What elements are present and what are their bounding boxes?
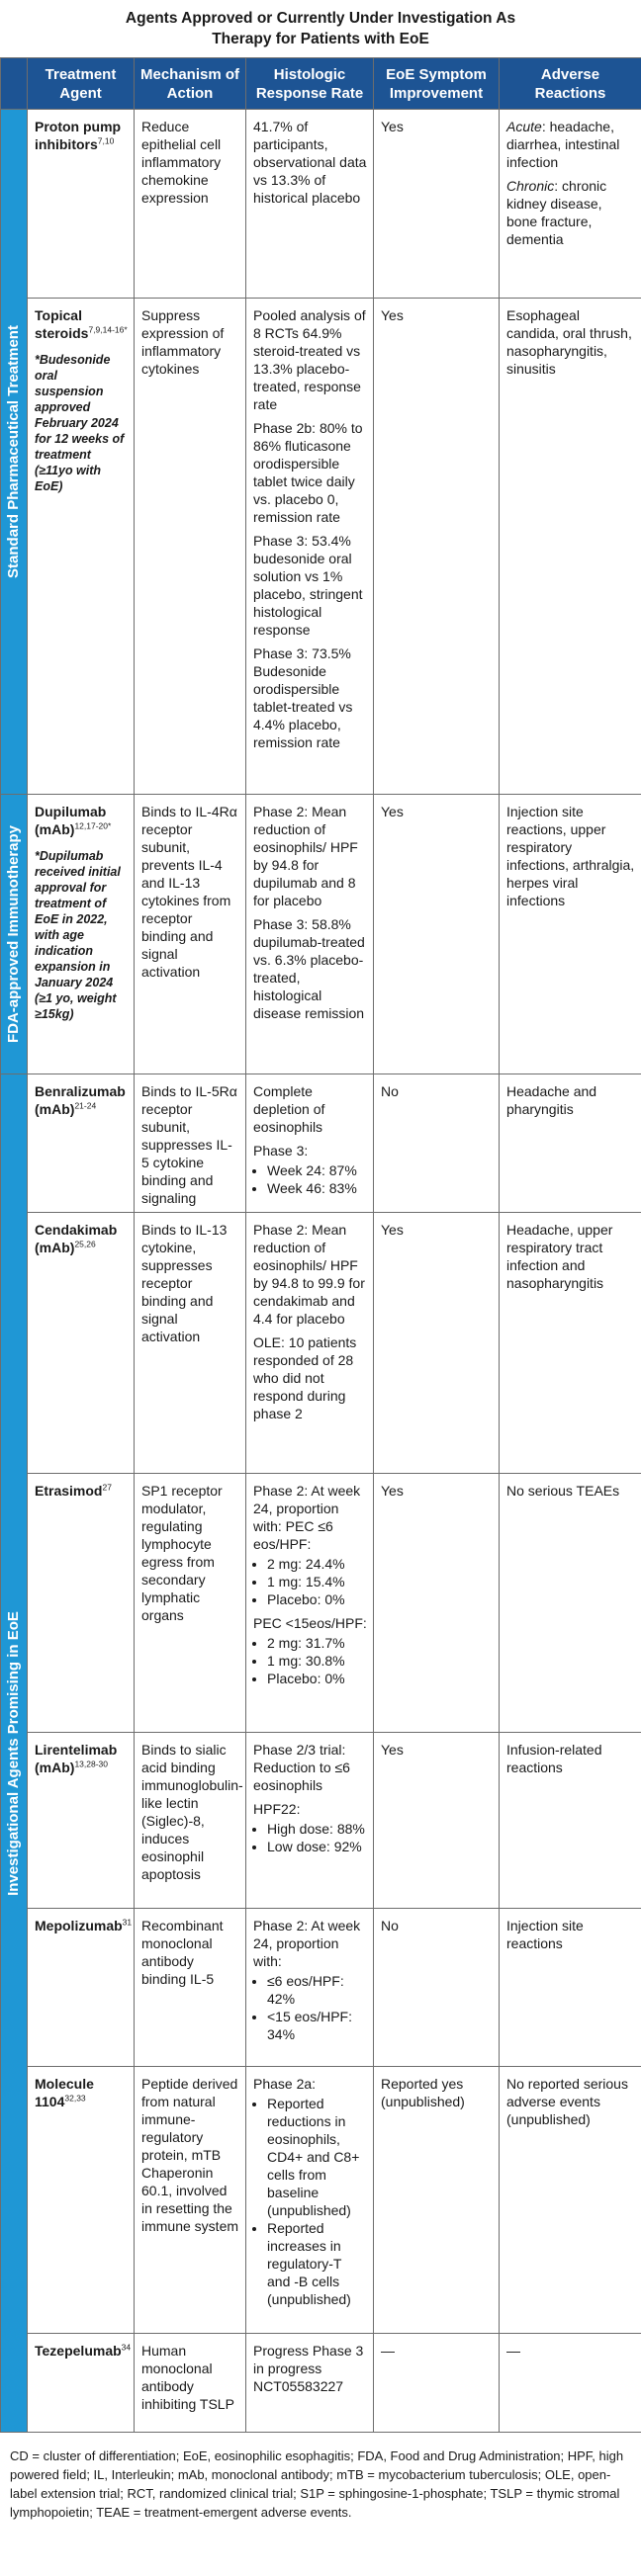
agent-name: Mepolizumab: [35, 1918, 123, 1933]
agent-refs: 12,17-20*: [74, 820, 112, 831]
agent-cell: [28, 1074, 135, 1213]
response-text: Complete depletion of eosinophils: [253, 1083, 325, 1135]
chronic-label: Chronic: [506, 178, 555, 194]
list-item: • Week 46: 83%: [267, 1179, 367, 1197]
symptom-cell: Yes: [374, 1213, 500, 1474]
symptom-cell: No: [374, 1074, 500, 1213]
mechanism-cell: Binds to IL-4Rα receptor subunit, prevents IL-4 and IL-13 cytokines from receptor binding and signal activation: [135, 795, 246, 1074]
symptom-cell: Yes: [374, 1474, 500, 1733]
adverse-cell: Infusion-related reactions: [500, 1733, 641, 1909]
agent-cell: [28, 110, 135, 299]
agent-cell: [28, 1909, 135, 2067]
symptom-cell: Yes: [374, 299, 500, 795]
adverse-cell: Headache, upper respiratory tract infection and nasopharyngitis: [500, 1213, 641, 1474]
mechanism-cell: Suppress expression of inflammatory cytokines: [135, 299, 246, 795]
chronic-text: : chronic kidney disease, bone fracture, dementia: [506, 178, 607, 247]
agent-cell: [28, 795, 135, 1074]
header-row: [1, 58, 641, 110]
list-item: • 1 mg: 30.8%: [267, 1652, 367, 1670]
adverse-cell: Injection site reactions: [500, 1909, 641, 2067]
response-cell: [246, 1213, 374, 1474]
response-cell: Progress Phase 3 in progress NCT05583227: [246, 2334, 374, 2433]
agent-cell: [28, 1213, 135, 1474]
table-row: [1, 1909, 641, 2067]
abbreviations-footnote: CD = cluster of differentiation; EoE, eosinophilic esophagitis; FDA, Food and Drug Administration; HPF, high powered field; IL, Interleukin; mAb, monoclonal antibody; mTB = mycobacterium tuberculosis; OLE, open-label extension trial; RCT, randomized clinical trial; S1P = sphingosine-1-phosphate; TSLP = thymic stromal lymphopoietin; TEAE = treatment-emergent adverse events.: [10, 2448, 624, 2520]
header-blank: [1, 58, 28, 110]
symptom-cell: Yes: [374, 110, 500, 299]
list-item: • 1 mg: 15.4%: [267, 1573, 367, 1590]
response-text: Phase 2: At week 24, proportion with:: [253, 1918, 361, 1969]
response-text: Phase 2/3 trial: Reduction to ≤6 eosinophils: [253, 1742, 350, 1793]
mechanism-cell: Human monoclonal antibody inhibiting TSLP: [135, 2334, 246, 2433]
table-row: [1, 1733, 641, 1909]
agent-name: Lirentelimab (mAb): [35, 1742, 118, 1775]
header-symptom: EoE Symptom Improvement: [374, 58, 500, 110]
group-standard: Standard Pharmaceutical Treatment: [1, 110, 28, 795]
response-cell: [246, 1909, 374, 2067]
adverse-cell: [500, 110, 641, 299]
response-text: Phase 3: 58.8% dupilumab-treated vs. 6.3% placebo-treated, histological disease remission: [253, 916, 365, 1021]
group-fda: FDA-approved Immunotherapy: [1, 795, 28, 1074]
list-item: • Placebo: 0%: [267, 1590, 367, 1608]
agent-cell: [28, 299, 135, 795]
agent-refs: 32,33: [64, 2093, 86, 2104]
response-list: [253, 1634, 367, 1687]
table-row: [1, 1474, 641, 1733]
agent-refs: 13,28-30: [74, 1759, 108, 1769]
mechanism-cell: Recombinant monoclonal antibody binding IL-5: [135, 1909, 246, 2067]
list-item: • High dose: 88%: [267, 1820, 367, 1838]
response-list: [253, 1972, 367, 2043]
response-cell: [246, 1733, 374, 1909]
agent-cell: [28, 1474, 135, 1733]
list-item: • Reported increases in regulatory-T and -B cells (unpublished): [267, 2219, 367, 2308]
list-item: • Reported reductions in eosinophils, CD4+ and C8+ cells from baseline (unpublished): [267, 2095, 367, 2219]
table-row: [1, 1213, 641, 1474]
response-text: Phase 2: Mean reduction of eosinophils/ HPF by 94.8 for dupilumab and 8 for placebo: [253, 804, 358, 908]
agent-name: Tezepelumab: [35, 2343, 122, 2359]
symptom-cell: Yes: [374, 795, 500, 1074]
symptom-cell: Yes: [374, 1733, 500, 1909]
response-list: [253, 1161, 367, 1197]
adverse-cell: Headache and pharyngitis: [500, 1074, 641, 1213]
response-text: Phase 2: Mean reduction of eosinophils/ HPF by 94.8 to 99.9 for cendakimab and 4.4 for placebo: [253, 1222, 365, 1327]
symptom-cell: Reported yes (unpublished): [374, 2067, 500, 2334]
response-text: Phase 3:: [253, 1143, 309, 1159]
response-cell: [246, 1074, 374, 1213]
response-cell: [246, 795, 374, 1074]
mechanism-cell: Reduce epithelial cell inflammatory chemokine expression: [135, 110, 246, 299]
list-item: • <15 eos/HPF: 34%: [267, 2008, 367, 2043]
list-item: • 2 mg: 31.7%: [267, 1634, 367, 1652]
agent-cell: [28, 1733, 135, 1909]
symptom-cell: No: [374, 1909, 500, 2067]
list-item: • Placebo: 0%: [267, 1670, 367, 1687]
mechanism-cell: SP1 receptor modulator, regulating lymphocyte egress from secondary lymphatic organs: [135, 1474, 246, 1733]
response-text: OLE: 10 patients responded of 28 who did not respond during phase 2: [253, 1334, 357, 1421]
acute-text: : headache, diarrhea, intestinal infection: [506, 119, 620, 170]
list-item: • 2 mg: 24.4%: [267, 1555, 367, 1573]
agent-name: Molecule 1104: [35, 2076, 94, 2109]
agent-cell: [28, 2334, 135, 2433]
agent-refs: 27: [102, 1482, 112, 1493]
approval-note: *Dupilumab received initial approval for treatment of EoE in 2022, with age indication expansion in January 2024 (≥1 yo, weight ≥15kg): [35, 849, 121, 1021]
mechanism-cell: Binds to sialic acid binding immunoglobulin-like lectin (Siglec)-8, induces eosinophil apoptosis: [135, 1733, 246, 1909]
agent-name: Benralizumab (mAb): [35, 1083, 126, 1117]
response-list: [253, 1555, 367, 1608]
table-row: [1, 2334, 641, 2433]
agents-table: [0, 57, 641, 2433]
response-list: [253, 2095, 367, 2308]
response-text: Pooled analysis of 8 RCTs 64.9% steroid-treated vs 13.3% placebo-treated, response rate: [253, 307, 366, 412]
agent-refs: 25,26: [74, 1239, 96, 1249]
agent-refs: 31: [122, 1917, 133, 1928]
agent-refs: 34: [121, 2342, 132, 2353]
table-row: [1, 2067, 641, 2334]
list-item: • ≤6 eos/HPF: 42%: [267, 1972, 367, 2008]
agent-name: Etrasimod: [35, 1483, 103, 1499]
list-item: • Week 24: 87%: [267, 1161, 367, 1179]
response-text: Phase 3: 53.4% budesonide oral solution vs 1% placebo, stringent histological response: [253, 533, 363, 638]
response-cell: [246, 2067, 374, 2334]
agent-name: Cendakimab (mAb): [35, 1222, 118, 1255]
title-line-1: Agents Approved or Currently Under Investigation As: [125, 10, 516, 27]
agent-name: Proton pump inhibitors: [35, 119, 122, 152]
response-text: HPF22:: [253, 1801, 301, 1817]
adverse-cell: Esophageal candida, oral thrush, nasopharyngitis, sinusitis: [500, 299, 641, 795]
group-investigational: Investigational Agents Promising in EoE: [1, 1074, 28, 2433]
response-cell: 41.7% of participants, observational data vs 13.3% of historical placebo: [246, 110, 374, 299]
acute-label: Acute: [506, 119, 542, 134]
mechanism-cell: Peptide derived from natural immune-regulatory protein, mTB Chaperonin 60.1, involved in resetting the immune system: [135, 2067, 246, 2334]
mechanism-cell: Binds to IL-13 cytokine, suppresses receptor binding and signal activation: [135, 1213, 246, 1474]
agent-refs: 21-24: [74, 1100, 97, 1111]
adverse-cell: No serious TEAEs: [500, 1474, 641, 1733]
response-text: Phase 2a:: [253, 2076, 317, 2092]
header-agent: Treatment Agent: [28, 58, 135, 110]
agent-cell: [28, 2067, 135, 2334]
adverse-cell: No reported serious adverse events (unpublished): [500, 2067, 641, 2334]
list-item: • Low dose: 92%: [267, 1838, 367, 1855]
symptom-cell: —: [374, 2334, 500, 2433]
table-row: [1, 299, 641, 795]
response-cell: [246, 299, 374, 795]
header-response: Histologic Response Rate: [246, 58, 374, 110]
title-line-2: Therapy for Patients with EoE: [212, 31, 429, 47]
approval-note: *Budesonide oral suspension approved February 2024 for 12 weeks of treatment (≥11yo with EoE): [35, 353, 125, 493]
response-cell: [246, 1474, 374, 1733]
table-row: [1, 110, 641, 299]
agent-name: Dupilumab (mAb): [35, 804, 107, 837]
response-text: Phase 2: At week 24, proportion with: PEC ≤6 eos/HPF:: [253, 1483, 361, 1552]
table-row: [1, 1074, 641, 1213]
response-list: [253, 1820, 367, 1855]
agent-refs: 7,9,14-16*: [88, 324, 128, 335]
agent-refs: 7,10: [97, 135, 115, 146]
header-mechanism: Mechanism of Action: [135, 58, 246, 110]
response-text: Phase 3: 73.5% Budesonide orodispersible tablet-treated vs 4.4% placebo, remission rate: [253, 645, 353, 750]
response-text: PEC <15eos/HPF:: [253, 1615, 367, 1631]
adverse-cell: —: [500, 2334, 641, 2433]
header-adverse: Adverse Reactions: [500, 58, 641, 110]
table-row: [1, 795, 641, 1074]
agent-name: Topical steroids: [35, 307, 89, 341]
table-title: [0, 0, 641, 57]
mechanism-cell: Binds to IL-5Rα receptor subunit, suppresses IL-5 cytokine binding and signaling: [135, 1074, 246, 1213]
response-text: Phase 2b: 80% to 86% fluticasone orodispersible tablet twice daily vs. placebo 0, remission rate: [253, 420, 363, 525]
adverse-cell: Injection site reactions, upper respiratory infections, arthralgia, herpes viral infections: [500, 795, 641, 1074]
